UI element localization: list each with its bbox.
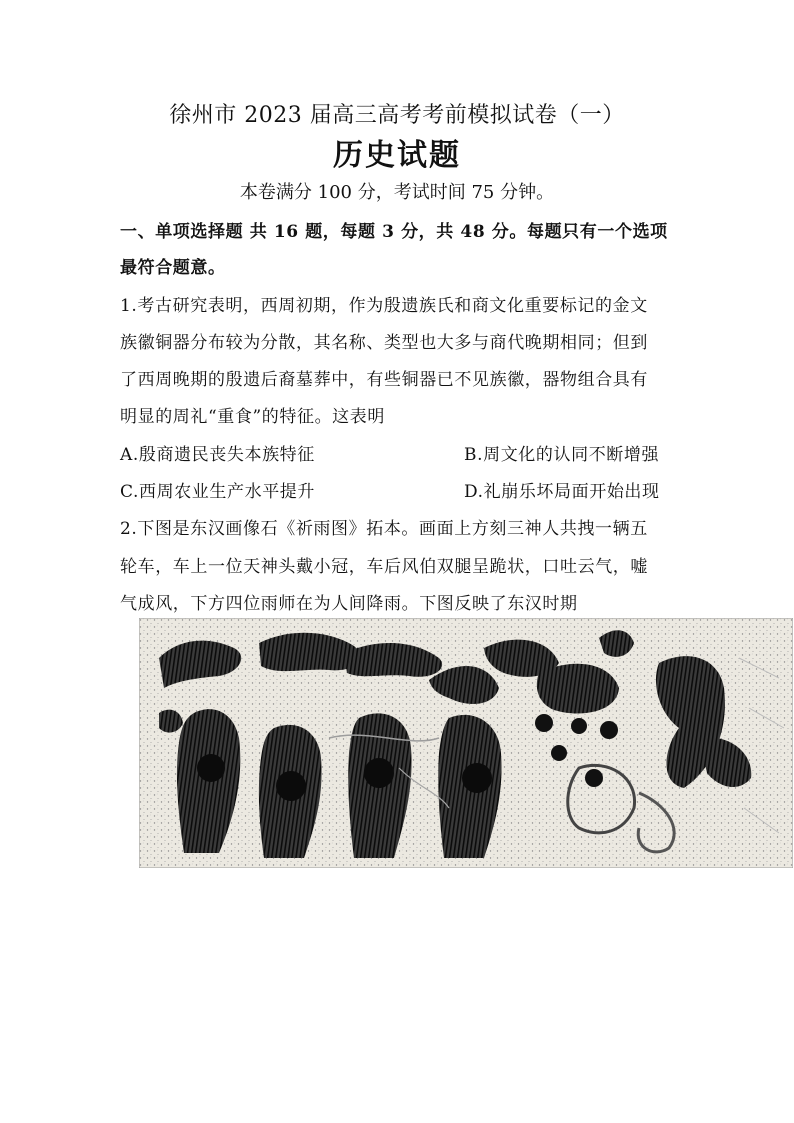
q1-text-line: 明显的周礼“重食”的特征。这表明 bbox=[120, 407, 385, 427]
section-heading-line2: 最符合题意。 bbox=[120, 258, 226, 278]
q1-text-line: 1.考古研究表明，西周初期，作为殷遗族氏和商文化重要标记的金文 bbox=[120, 296, 648, 316]
section-heading-line1: 一、单项选择题 共 16 题，每题 3 分，共 48 分。每题只有一个选项 bbox=[120, 222, 668, 242]
q1-text-line: 了西周晚期的殷遗后裔墓葬中，有些铜器已不见族徽，器物组合具有 bbox=[120, 370, 648, 390]
q2-text-line: 气成风，下方四位雨师在为人间降雨。下图反映了东汉时期 bbox=[120, 594, 578, 614]
q1-option-a: A.殷商遗民丧失本族特征 bbox=[120, 445, 315, 465]
q1-option-d: D.礼崩乐坏局面开始出现 bbox=[464, 482, 660, 502]
q1-option-c: C.西周农业生产水平提升 bbox=[120, 482, 316, 502]
q1-option-b: B.周文化的认同不断增强 bbox=[464, 445, 660, 465]
q2-text-line: 2.下图是东汉画像石《祈雨图》拓本。画面上方刻三神人共拽一辆五 bbox=[120, 519, 648, 539]
subject-title: 历史试题 bbox=[333, 138, 461, 173]
q2-text-line: 轮车，车上一位天神头戴小冠，车后风伯双腿呈跪状，口吐云气，嘘 bbox=[120, 557, 648, 577]
rain-prayer-rubbing-image bbox=[139, 618, 793, 868]
exam-title: 徐州市 2023 届高三高考考前模拟试卷（一） bbox=[169, 103, 625, 128]
exam-info: 本卷满分 100 分，考试时间 75 分钟。 bbox=[239, 182, 555, 203]
q1-text-line: 族徽铜器分布较为分散，其名称、类型也大多与商代晚期相同；但到 bbox=[120, 333, 648, 353]
